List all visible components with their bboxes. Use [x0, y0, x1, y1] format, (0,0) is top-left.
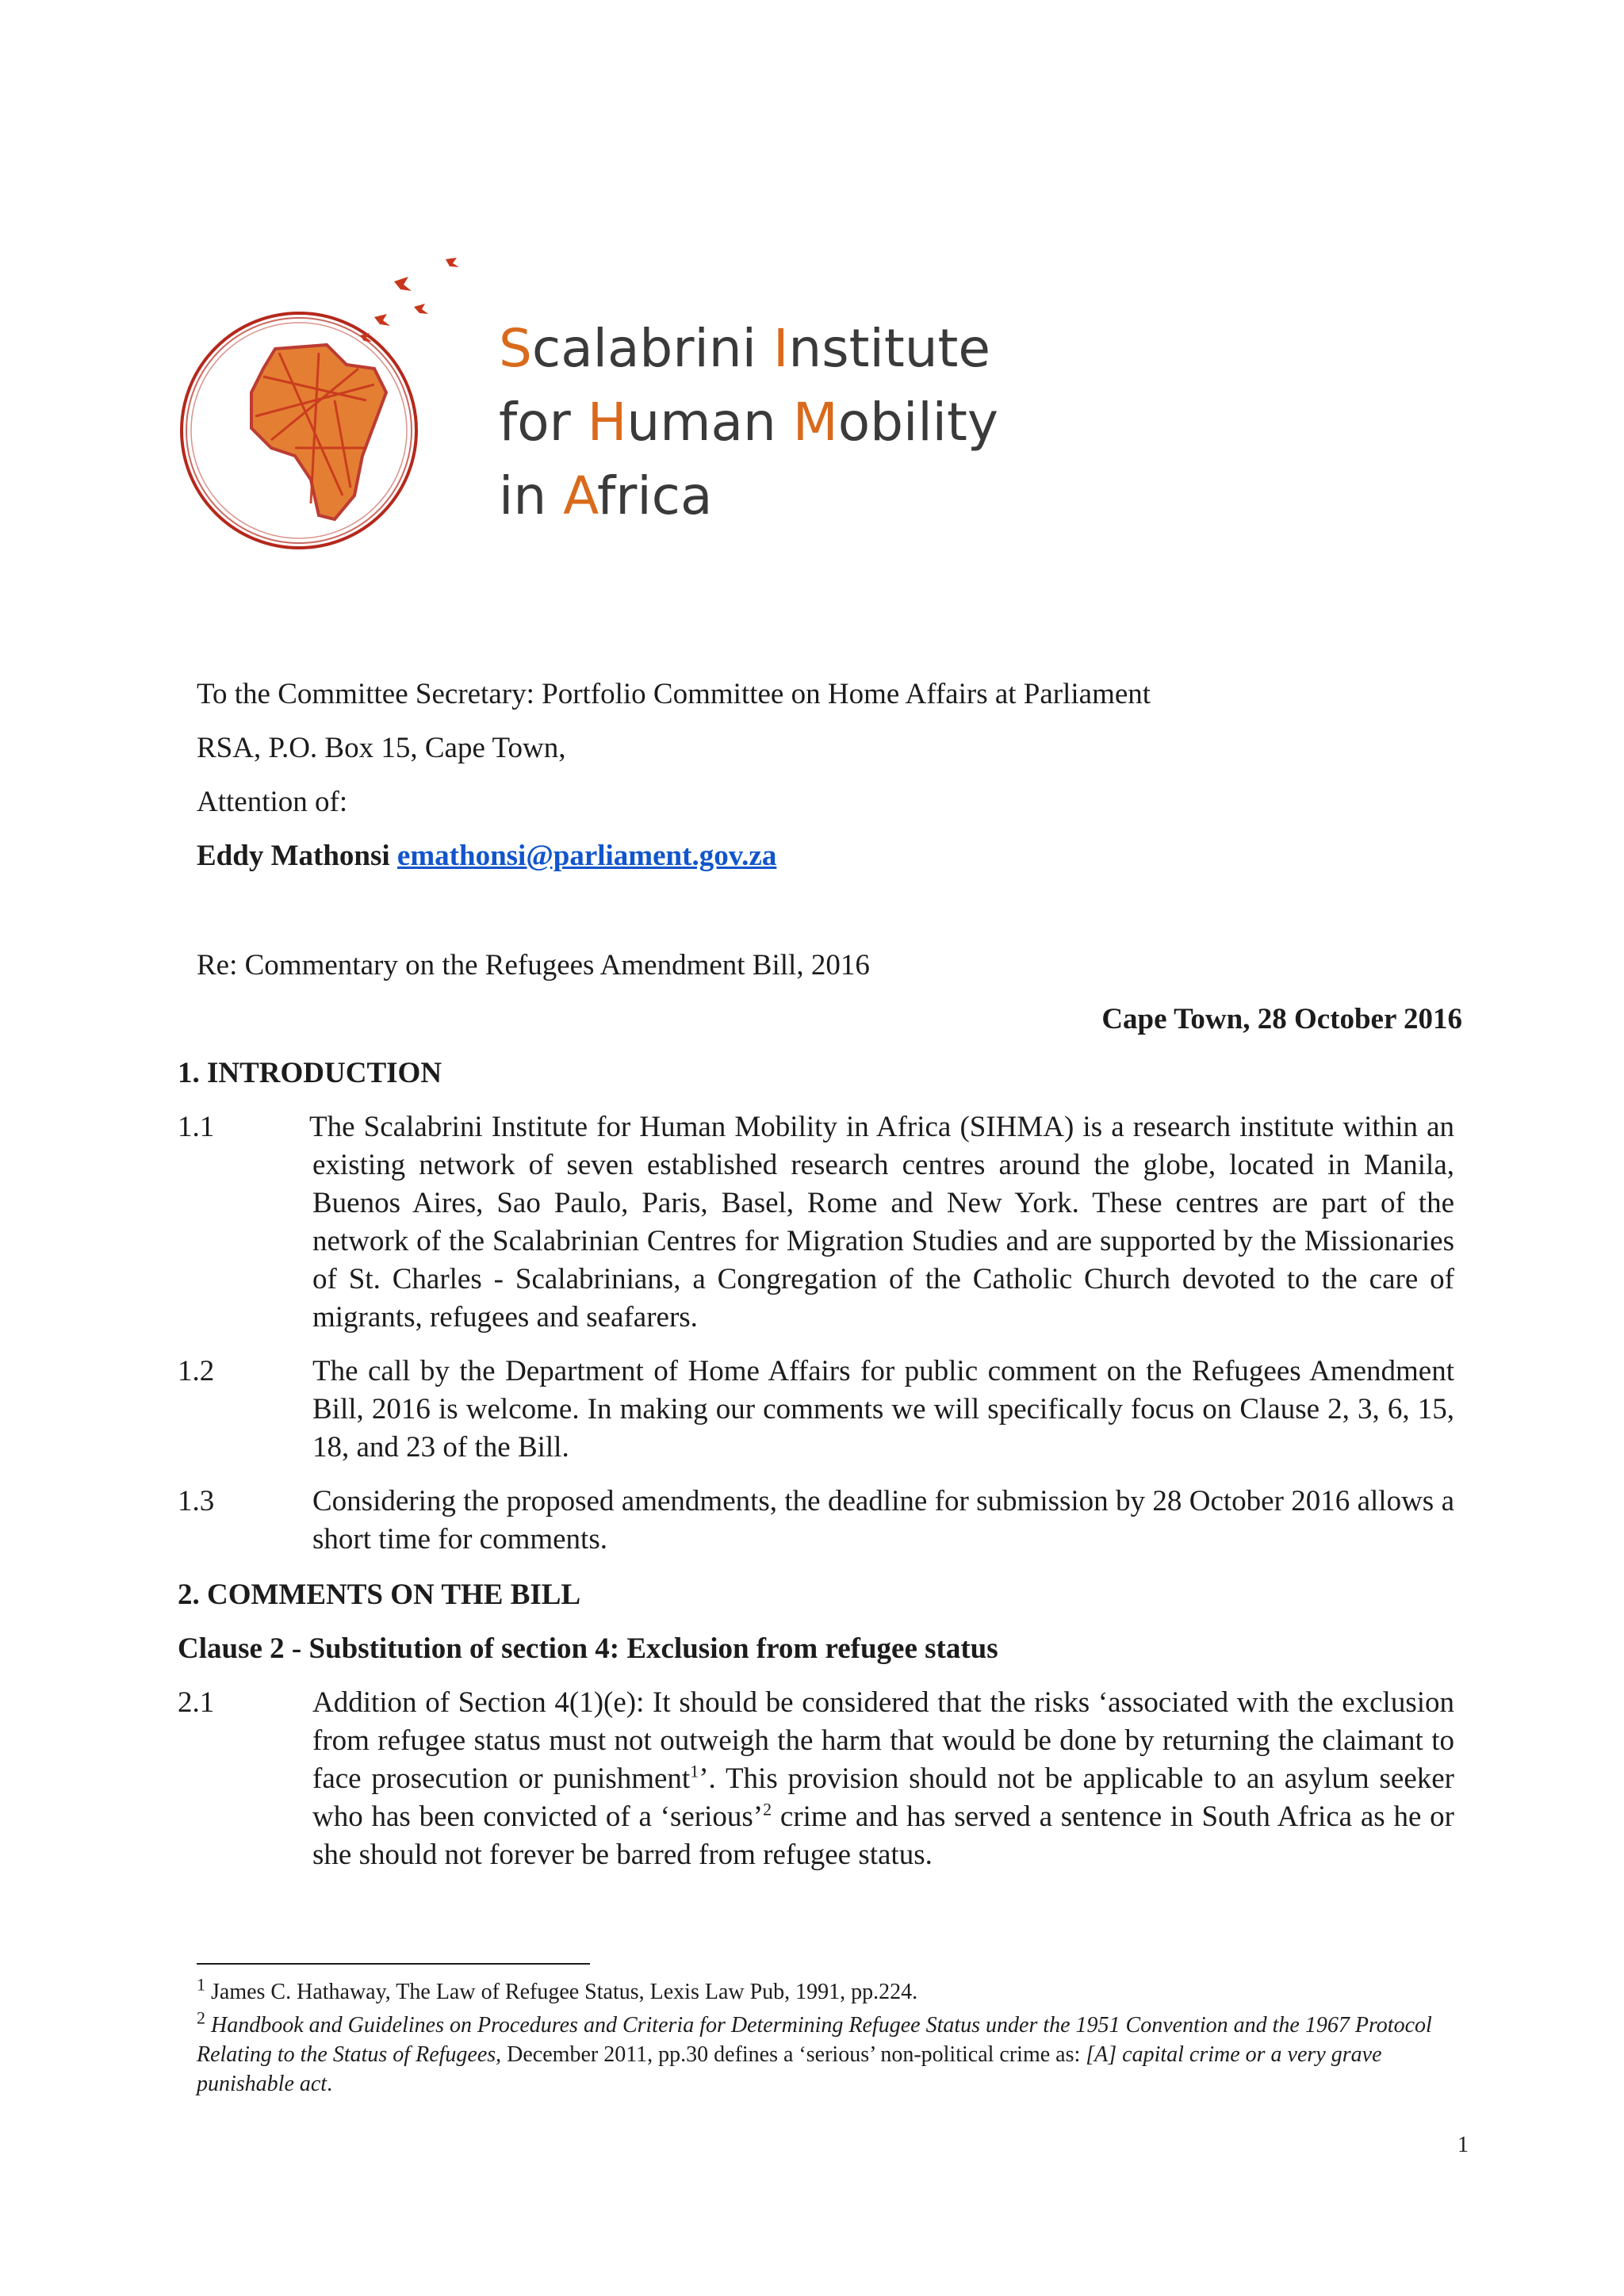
footnote-separator	[197, 1963, 590, 1965]
section-1-heading: 1. INTRODUCTION	[178, 1057, 442, 1089]
para-2-1-number: 2.1	[178, 1686, 215, 1719]
subject-line: Re: Commentary on the Refugees Amendment Bill, 2016	[197, 949, 870, 982]
address-line-3: Attention of:	[197, 786, 348, 818]
address-line-2: RSA, P.O. Box 15, Cape Town,	[197, 732, 566, 764]
section-2-heading: 2. COMMENTS ON THE BILL	[178, 1578, 581, 1611]
page-number: 1	[1457, 2133, 1469, 2157]
footnote-ref-1[interactable]: 1	[690, 1761, 699, 1781]
logo-line-1: Scalabrini Institute	[499, 318, 991, 379]
para-1-3-text: Considering the proposed amendments, the deadline for submission by 28 October 2016 allows a short time for comments.	[312, 1485, 1454, 1556]
footnote-2: $^2$ Handbook and Guidelines on Procedures and Criteria for Determining Refugee Status under the 1951 Convention and the 1967 Protocol Relating to the Status of Refugees, December 2011, pp.30 defines a ‘serious’ non-political crime as: [A] capital crime or a very grave punishable act.	[197, 2007, 1432, 2096]
date-line: Cape Town, 28 October 2016	[1101, 1003, 1462, 1035]
para-1-3-number: 1.3	[178, 1485, 215, 1517]
globe-birds-logo-icon	[176, 258, 477, 559]
institute-logo	[176, 258, 1017, 559]
logo-line-3: in Africa	[499, 465, 713, 526]
recipient-line	[197, 837, 776, 875]
para-1-2-number: 1.2	[178, 1355, 215, 1387]
recipient-name: Eddy Mathonsi	[197, 840, 390, 872]
address-line-1: To the Committee Secretary: Portfolio Committee on Home Affairs at Parliament	[197, 678, 1151, 710]
clause-2-heading: Clause 2 - Substitution of section 4: Exclusion from refugee status	[178, 1632, 998, 1665]
para-1-1-text: The Scalabrini Institute for Human Mobility in Africa (SIHMA) is a research institute within an existing network of seven established research centres around the globe, located in Manila, Buenos Aires, Sao Paulo, Paris, Basel, Rome and New York. These centres are part of the network of the Scalabrinian Centres for Migration Studies and are supported by the Missionaries of St. Charles - Scalabrinians, a Congregation of the Catholic Church devoted to the care of migrants, refugees and seafarers.	[309, 1111, 1454, 1334]
para-1-1-number: 1.1	[178, 1111, 215, 1143]
para-1-2-text: The call by the Department of Home Affairs for public comment on the Refugees Amendment Bill, 2016 is welcome. In making our comments we will specifically focus on Clause 2, 3, 6, 15, 18, and 23 of the Bill.	[312, 1355, 1454, 1464]
logo-wordmark	[499, 312, 998, 533]
logo-line-2: for Human Mobility	[499, 392, 998, 453]
recipient-email-link[interactable]: emathonsi@parliament.gov.za	[396, 840, 777, 872]
footnote-1: $^1$ James C. Hathaway, The Law of Refugee Status, Lexis Law Pub, 1991, pp.224.	[197, 1974, 918, 2004]
para-2-1-text: Addition of Section 4(1)(e): It should be considered that the risks ‘associated with the exclusion from refugee status must not outweigh the harm that would be done by returning the claimant to face prosecution or punishment$^1$’. This provision should not be applicable to an asylum seeker who has been convicted of a ‘serious’$^2$ crime and has served a sentence in South Africa as he or she should not forever be barred from refugee status.	[312, 1686, 1454, 1871]
footnote-ref-2[interactable]: 2	[763, 1799, 772, 1820]
